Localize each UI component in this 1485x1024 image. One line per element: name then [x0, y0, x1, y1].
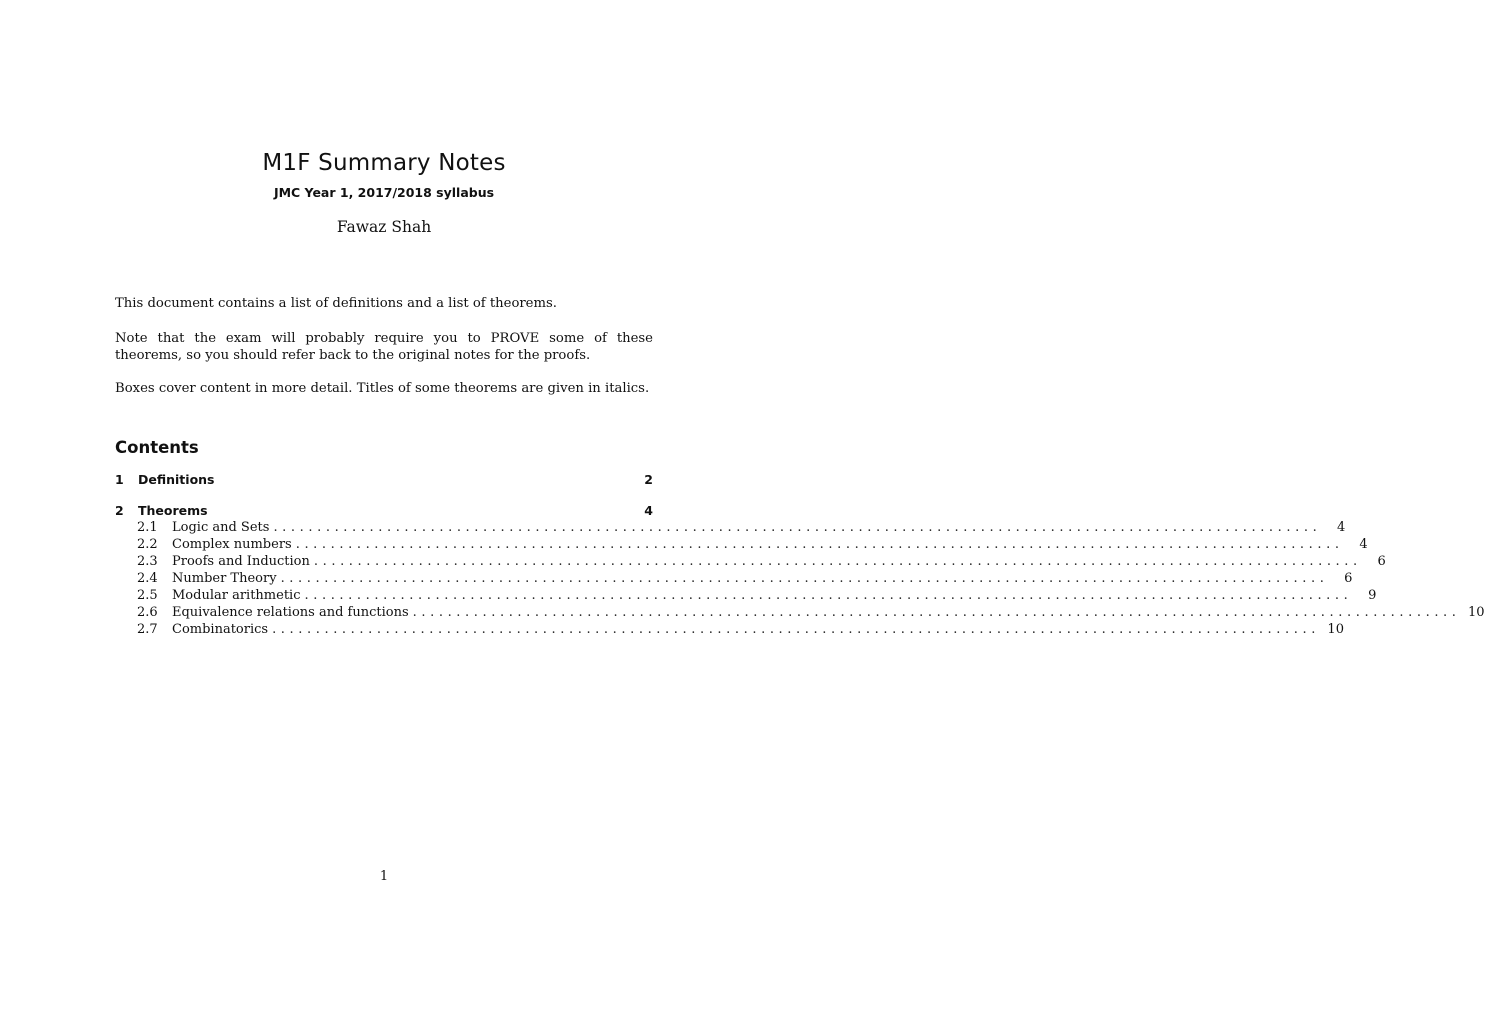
toc-leader-dots: ........................................................................................................................	[304, 588, 1353, 603]
boxes-note-paragraph: Boxes cover content in more detail. Titles of some theorems are given in italics.	[115, 381, 650, 396]
toc-leader-dots: ........................................................................................................................	[280, 571, 1329, 586]
toc-subsection-combinatorics[interactable]	[137, 621, 1344, 638]
toc-subsection-modular-arithmetic[interactable]	[137, 587, 1377, 604]
intro-paragraph: This document contains a list of definitions and a list of theorems.	[115, 296, 557, 311]
toc-section-definitions[interactable]	[115, 472, 653, 489]
toc-section-title: Definitions	[138, 472, 215, 487]
toc-subsection-title: Equivalence relations and functions	[172, 605, 409, 620]
toc-subsection-number: 2.7	[137, 622, 158, 637]
toc-subsection-logic-and-sets[interactable]	[137, 519, 1346, 536]
toc-subsection-title: Proofs and Induction	[172, 554, 310, 569]
toc-leader-dots: ........................................................................................................................	[272, 622, 1320, 637]
toc-leader-dots: ........................................................................................................................	[313, 554, 1362, 569]
toc-section-number: 2	[115, 503, 124, 518]
toc-subsection-number: 2.1	[137, 520, 158, 535]
toc-subsection-number-theory[interactable]	[137, 570, 1353, 587]
toc-subsection-number: 2.2	[137, 537, 158, 552]
toc-section-number: 1	[115, 472, 124, 487]
document-title: M1F Summary Notes	[262, 150, 506, 176]
toc-subsection-proofs-and-induction[interactable]	[137, 553, 1386, 570]
toc-subsection-page: 6	[1344, 571, 1353, 586]
toc-subsection-page: 4	[1337, 520, 1346, 535]
contents-heading: Contents	[115, 438, 199, 457]
toc-subsection-title: Complex numbers	[172, 537, 292, 552]
toc-section-page: 2	[644, 472, 653, 487]
page-number: 1	[379, 869, 389, 884]
toc-subsection-title: Modular arithmetic	[172, 588, 301, 603]
toc-leader-dots: ........................................................................................................................	[295, 537, 1344, 552]
exam-note-paragraph: Note that the exam will probably require you to PROVE some of these theorems, so you should refer back to the original notes for the proofs.	[115, 331, 653, 363]
toc-section-title: Theorems	[138, 503, 208, 518]
toc-subsection-page: 10	[1467, 605, 1485, 620]
toc-subsection-complex-numbers[interactable]	[137, 536, 1368, 553]
toc-subsection-page: 6	[1377, 554, 1386, 569]
toc-leader-dots: ........................................................................................................................	[273, 520, 1322, 535]
toc-subsection-number: 2.4	[137, 571, 158, 586]
toc-subsection-number: 2.6	[137, 605, 158, 620]
document-author: Fawaz Shah	[336, 218, 432, 236]
toc-subsection-equivalence-relations[interactable]	[137, 604, 1485, 621]
toc-subsection-number: 2.3	[137, 554, 158, 569]
toc-section-page: 4	[644, 503, 653, 518]
toc-subsection-number: 2.5	[137, 588, 158, 603]
toc-subsection-page: 10	[1327, 622, 1344, 637]
toc-subsection-title: Number Theory	[172, 571, 277, 586]
document-subtitle: JMC Year 1, 2017/2018 syllabus	[273, 185, 495, 200]
toc-subsection-page: 4	[1359, 537, 1368, 552]
toc-subsection-title: Logic and Sets	[172, 520, 270, 535]
toc-subsection-page: 9	[1368, 588, 1377, 603]
toc-section-theorems[interactable]	[115, 503, 653, 520]
toc-leader-dots: ........................................................................................................................	[412, 605, 1461, 620]
toc-subsection-title: Combinatorics	[172, 622, 269, 637]
